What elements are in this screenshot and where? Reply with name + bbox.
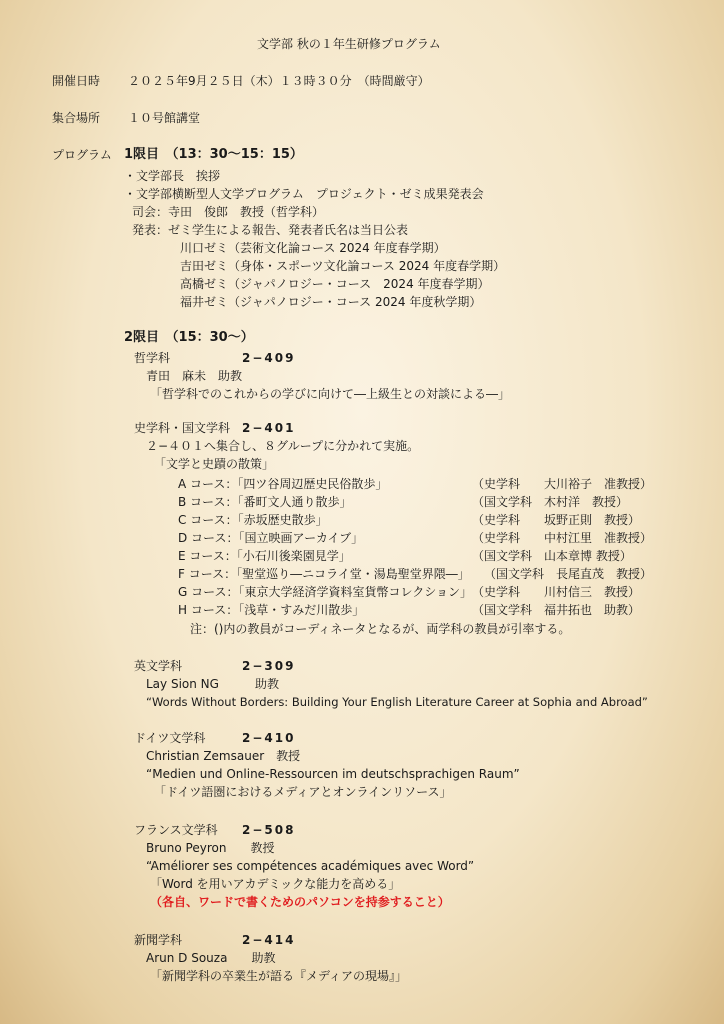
session-topic: 「文学と史蹟の散策」 bbox=[154, 457, 275, 471]
course-name: C コース：「赤坂歴史散歩」 bbox=[178, 513, 328, 527]
teacher-name: Bruno Peyron 教授 bbox=[146, 841, 275, 855]
session-topic: 「新聞学科の卒業生が語る『メディアの現場』」 bbox=[150, 969, 408, 983]
room-number: 2−414 bbox=[242, 933, 296, 947]
course-teacher: （国文学科 山本章博 教授） bbox=[472, 549, 632, 563]
session-topic-ja: 「Word を用いアカデミックな能力を高める」 bbox=[150, 877, 401, 891]
place-value: １０号館講堂 bbox=[128, 111, 201, 125]
teacher-name: Christian Zemsauer 教授 bbox=[146, 749, 301, 763]
dept-name: 新聞学科 bbox=[134, 933, 183, 947]
period1-presentation: 発表：ゼミ学生による報告、発表者氏名は当日公表 bbox=[132, 223, 409, 237]
course-teacher: （史学科 中村江里 准教授） bbox=[472, 531, 653, 545]
program-label: プログラム bbox=[52, 148, 112, 162]
seminar-item: 福井ゼミ（ジャパノロジー・コース 2024 年度秋学期） bbox=[180, 295, 482, 309]
teacher-name: Lay Sion NG 助教 bbox=[146, 677, 279, 691]
course-teacher: （国文学科 木村洋 教授） bbox=[472, 495, 629, 509]
room-number: 2−401 bbox=[242, 421, 296, 435]
bring-laptop-warning: （各自、ワードで書くためのパソコンを持参すること） bbox=[150, 895, 450, 909]
session-topic: “Medien und Online-Ressourcen im deutschsprachigen Raum” bbox=[146, 767, 520, 781]
course-name: D コース：「国立映画アーカイブ」 bbox=[178, 531, 364, 545]
session-topic-ja: 「ドイツ語圏におけるメディアとオンラインリソース」 bbox=[154, 785, 452, 799]
seminar-item: 川口ゼミ（芸術文化論コース 2024 年度春学期） bbox=[180, 241, 446, 255]
session-topic: “Words Without Borders: Building Your English Literature Career at Sophia and Abroad” bbox=[146, 695, 648, 709]
page-title: 文学部 秋の１年生研修プログラム bbox=[257, 37, 441, 51]
room-number: 2−309 bbox=[242, 659, 296, 673]
room-number: 2−508 bbox=[242, 823, 296, 837]
period1-item: ・文学部横断型人文学プログラム プロジェクト・ゼミ成果発表会 bbox=[124, 187, 484, 201]
seminar-item: 吉田ゼミ（身体・スポーツ文化論コース 2024 年度春学期） bbox=[180, 259, 506, 273]
room-number: 2−409 bbox=[242, 351, 296, 365]
dept-name: ドイツ文学科 bbox=[134, 731, 206, 745]
course-name: B コース：「番町文人通り散歩」 bbox=[178, 495, 352, 509]
course-name: E コース：「小石川後楽園見学」 bbox=[178, 549, 351, 563]
period2-heading: 2限目 （15：30〜） bbox=[124, 330, 254, 345]
course-name: F コース：「聖堂巡り―ニコライ堂・湯島聖堂界隈―」 bbox=[178, 567, 470, 581]
course-teacher: （史学科 川村信三 教授） bbox=[472, 585, 641, 599]
place-label: 集合場所 bbox=[52, 111, 101, 125]
date-value: ２０２５年9月２５日（木）１３時３０分 （時間厳守） bbox=[128, 74, 430, 88]
session-topic: “Améliorer ses compétences académiques avec Word” bbox=[146, 859, 475, 873]
course-name: H コース：「浅草・すみだ川散歩」 bbox=[178, 603, 365, 617]
course-name: G コース：「東京大学経済学資料室貨幣コレクション」 bbox=[178, 585, 473, 599]
history-footnote: 注：()内の教員がコーディネータとなるが、両学科の教員が引率する。 bbox=[190, 622, 571, 636]
period1-chair: 司会：寺田 俊郎 教授（哲学科） bbox=[132, 205, 325, 219]
dept-name: 哲学科 bbox=[134, 351, 171, 365]
period1-item: ・文学部長 挨拶 bbox=[124, 169, 221, 183]
dept-name: フランス文学科 bbox=[134, 823, 218, 837]
room-number: 2−410 bbox=[242, 731, 296, 745]
session-topic: 「哲学科でのこれからの学びに向けて―上級生との対談による―」 bbox=[150, 387, 511, 401]
teacher-name: Arun D Souza 助教 bbox=[146, 951, 276, 965]
course-name: A コース：「四ツ谷周辺歴史民俗散歩」 bbox=[178, 477, 388, 491]
course-teacher: （国文学科 福井拓也 助教） bbox=[472, 603, 641, 617]
period1-heading: 1限目 （13：30〜15：15） bbox=[124, 147, 303, 162]
date-label: 開催日時 bbox=[52, 74, 101, 88]
seminar-item: 高橋ゼミ（ジャパノロジー・コース 2024 年度春学期） bbox=[180, 277, 490, 291]
teacher-name: 青田 麻未 助教 bbox=[146, 369, 243, 383]
course-teacher: （史学科 大川裕子 准教授） bbox=[472, 477, 653, 491]
dept-name: 史学科・国文学科 bbox=[134, 421, 231, 435]
course-teacher: （史学科 坂野正則 教授） bbox=[472, 513, 641, 527]
course-teacher: （国文学科 長尾直茂 教授） bbox=[484, 567, 653, 581]
dept-name: 英文学科 bbox=[134, 659, 183, 673]
history-note: ２−４０１へ集合し、８グループに分かれて実施。 bbox=[146, 439, 420, 453]
